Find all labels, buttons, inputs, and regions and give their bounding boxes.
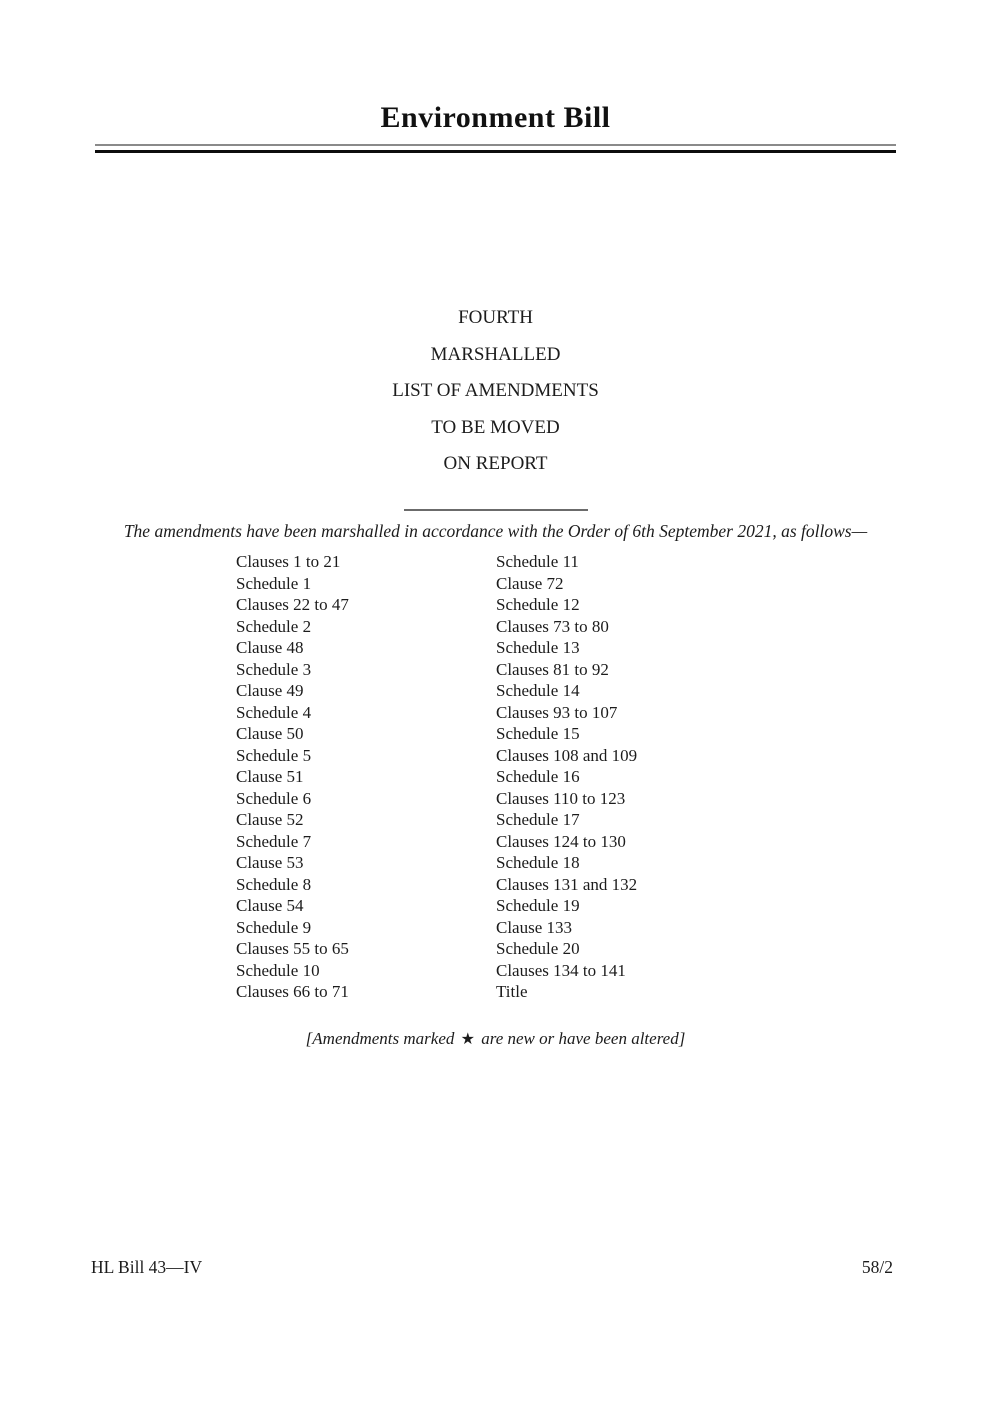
list-item: Clauses 55 to 65 bbox=[236, 939, 349, 958]
list-item: Clauses 108 and 109 bbox=[496, 745, 638, 765]
list-item: Clause 72 bbox=[496, 573, 564, 593]
list-item: Clause 54 bbox=[236, 896, 304, 915]
list-item: Schedule 2 bbox=[236, 616, 312, 636]
list-item: Clauses 66 to 71 bbox=[236, 982, 349, 1001]
note-open-bracket: [ bbox=[305, 1029, 313, 1048]
list-item: Schedule 16 bbox=[496, 767, 580, 786]
list-item: Schedule 17 bbox=[496, 810, 580, 829]
list-item: Schedule 15 bbox=[496, 724, 580, 743]
order-list-left-column bbox=[236, 551, 496, 1003]
list-item: Clause 50 bbox=[236, 724, 304, 743]
list-item: Schedule 4 bbox=[236, 702, 312, 722]
list-item: Clause 53 bbox=[236, 853, 304, 872]
list-item: Clauses 110 to 123 bbox=[496, 788, 626, 808]
list-item: Schedule 7 bbox=[236, 831, 312, 851]
sheet-number: 58/2 bbox=[861, 1257, 893, 1277]
heading-to-be-moved: TO BE MOVED bbox=[431, 416, 560, 438]
list-item: Clause 49 bbox=[236, 681, 304, 700]
list-item: Title bbox=[496, 982, 528, 1001]
list-item: Clauses 22 to 47 bbox=[236, 595, 349, 614]
list-item: Schedule 20 bbox=[496, 939, 580, 958]
list-item: Schedule 6 bbox=[236, 788, 312, 808]
list-item: Schedule 9 bbox=[236, 917, 312, 937]
list-item: Clauses 73 to 80 bbox=[496, 616, 609, 636]
heading-on-report: ON REPORT bbox=[443, 453, 548, 475]
note-text-before-star: Amendments marked bbox=[312, 1029, 459, 1048]
note-close-bracket: ] bbox=[678, 1029, 686, 1048]
list-item: Schedule 14 bbox=[496, 681, 580, 700]
heading-list-of-amendments: LIST OF AMENDMENTS bbox=[392, 380, 599, 402]
list-item: Schedule 19 bbox=[496, 896, 580, 915]
document-heading-block bbox=[0, 300, 991, 483]
list-item: Schedule 12 bbox=[496, 595, 580, 614]
star-icon: ★ bbox=[460, 1031, 475, 1048]
list-item: Schedule 13 bbox=[496, 638, 580, 657]
heading-fourth: FOURTH bbox=[458, 307, 533, 328]
list-item: Clause 133 bbox=[496, 917, 573, 937]
bill-reference: HL Bill 43—IV bbox=[91, 1257, 203, 1277]
title-rule-thin-line bbox=[95, 144, 896, 146]
note-text-after-star: are new or have been altered bbox=[476, 1029, 679, 1048]
title-rule-thick-line bbox=[95, 150, 896, 153]
list-item: Clause 48 bbox=[236, 638, 304, 657]
title-double-rule bbox=[95, 144, 896, 153]
list-item: Clauses 134 to 141 bbox=[496, 960, 626, 980]
order-list-right-column bbox=[496, 551, 756, 1003]
list-item: Clauses 93 to 107 bbox=[496, 702, 618, 722]
list-item: Schedule 10 bbox=[236, 960, 320, 980]
list-item: Clause 51 bbox=[236, 767, 304, 786]
list-item: Schedule 5 bbox=[236, 745, 312, 765]
list-item: Clause 52 bbox=[236, 810, 304, 829]
list-item: Schedule 1 bbox=[236, 573, 312, 593]
list-item: Schedule 8 bbox=[236, 874, 312, 894]
list-item: Schedule 11 bbox=[496, 552, 579, 571]
section-divider-rule bbox=[404, 509, 588, 511]
list-item: Clauses 124 to 130 bbox=[496, 831, 626, 851]
list-item: Clauses 1 to 21 bbox=[236, 552, 341, 571]
page-title: Environment Bill bbox=[380, 101, 611, 134]
heading-marshalled: MARSHALLED bbox=[430, 343, 561, 365]
list-item: Clauses 81 to 92 bbox=[496, 659, 609, 679]
marshalling-order-note: The amendments have been marshalled in accordance with the Order of 6th September 2021, as follows— bbox=[123, 521, 868, 541]
list-item: Schedule 18 bbox=[496, 853, 580, 872]
list-item: Schedule 3 bbox=[236, 659, 312, 679]
list-item: Clauses 131 and 132 bbox=[496, 874, 638, 894]
starred-amendments-note bbox=[0, 1029, 991, 1049]
